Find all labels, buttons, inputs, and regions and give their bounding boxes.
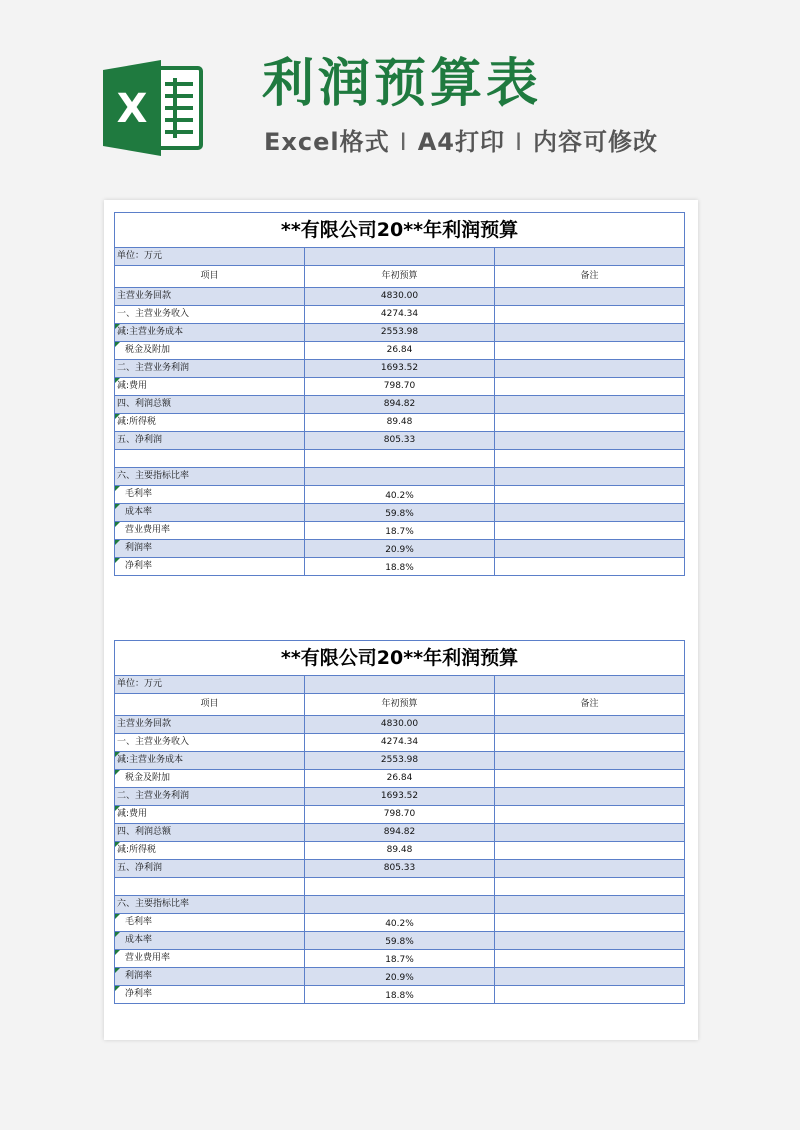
column-header-note[interactable]: 备注 <box>495 266 685 288</box>
row-item[interactable]: 六、主要指标比率 <box>115 896 305 914</box>
row-item[interactable]: 税金及附加 <box>115 342 305 360</box>
row-item[interactable]: 二、主营业务利润 <box>115 360 305 378</box>
table-row <box>115 950 685 968</box>
row-item[interactable]: 减:主营业务成本 <box>115 324 305 342</box>
row-value[interactable]: 59.8% <box>305 932 495 950</box>
empty-cell[interactable] <box>305 248 495 266</box>
row-item[interactable]: 四、利润总额 <box>115 396 305 414</box>
profit-budget-table <box>114 212 685 576</box>
row-item[interactable]: 毛利率 <box>115 486 305 504</box>
table-row <box>115 486 685 504</box>
row-value[interactable]: 18.8% <box>305 558 495 576</box>
row-note[interactable] <box>495 324 685 342</box>
row-note[interactable] <box>495 896 685 914</box>
logo-letter: X <box>116 86 148 132</box>
row-item[interactable] <box>115 450 305 468</box>
row-value[interactable] <box>305 896 495 914</box>
row-note[interactable] <box>495 540 685 558</box>
row-note[interactable] <box>495 860 685 878</box>
table-row <box>115 468 685 486</box>
table-row <box>115 914 685 932</box>
table-row <box>115 396 685 414</box>
row-note[interactable] <box>495 468 685 486</box>
row-value[interactable]: 89.48 <box>305 842 495 860</box>
document-page <box>104 200 698 1040</box>
column-header-row <box>115 694 685 716</box>
table-title: **有限公司20**年利润预算 <box>115 641 685 676</box>
row-item[interactable]: 一、主营业务收入 <box>115 306 305 324</box>
table-row <box>115 860 685 878</box>
row-item[interactable]: 减:主营业务成本 <box>115 752 305 770</box>
row-note[interactable] <box>495 504 685 522</box>
row-note[interactable] <box>495 288 685 306</box>
row-value[interactable]: 1693.52 <box>305 360 495 378</box>
row-note[interactable] <box>495 342 685 360</box>
subtitle-format: Excel格式 <box>264 128 390 156</box>
row-item[interactable]: 主营业务回款 <box>115 716 305 734</box>
table-row <box>115 414 685 432</box>
row-note[interactable] <box>495 396 685 414</box>
row-note[interactable] <box>495 360 685 378</box>
row-note[interactable] <box>495 878 685 896</box>
row-item[interactable]: 营业费用率 <box>115 522 305 540</box>
table-row <box>115 770 685 788</box>
table-row <box>115 824 685 842</box>
row-value[interactable]: 894.82 <box>305 824 495 842</box>
row-note[interactable] <box>495 378 685 396</box>
row-item[interactable]: 五、净利润 <box>115 432 305 450</box>
page-header <box>0 0 800 200</box>
table-row <box>115 522 685 540</box>
row-value[interactable]: 26.84 <box>305 770 495 788</box>
row-item[interactable]: 净利率 <box>115 558 305 576</box>
row-note[interactable] <box>495 914 685 932</box>
row-item[interactable]: 成本率 <box>115 504 305 522</box>
row-value[interactable]: 805.33 <box>305 432 495 450</box>
table-row <box>115 540 685 558</box>
row-item[interactable]: 成本率 <box>115 932 305 950</box>
row-item[interactable]: 税金及附加 <box>115 770 305 788</box>
subtitle-separator: I <box>399 128 408 156</box>
column-header-item[interactable]: 项目 <box>115 266 305 288</box>
row-note[interactable] <box>495 450 685 468</box>
row-note[interactable] <box>495 558 685 576</box>
subtitle-separator: I <box>514 128 524 156</box>
table-row <box>115 896 685 914</box>
table-row <box>115 288 685 306</box>
row-value[interactable]: 20.9% <box>305 540 495 558</box>
row-item[interactable]: 二、主营业务利润 <box>115 788 305 806</box>
column-header-row <box>115 266 685 288</box>
table-row <box>115 752 685 770</box>
row-note[interactable] <box>495 950 685 968</box>
row-value[interactable]: 894.82 <box>305 396 495 414</box>
table-row <box>115 806 685 824</box>
row-value[interactable]: 4274.34 <box>305 306 495 324</box>
row-value[interactable]: 89.48 <box>305 414 495 432</box>
unit-label[interactable]: 单位：万元 <box>115 248 305 266</box>
table-row <box>115 324 685 342</box>
row-note[interactable] <box>495 824 685 842</box>
row-item[interactable]: 营业费用率 <box>115 950 305 968</box>
empty-cell[interactable] <box>495 248 685 266</box>
column-header-budget[interactable]: 年初预算 <box>305 694 495 716</box>
row-value[interactable]: 18.7% <box>305 522 495 540</box>
row-item[interactable]: 减:费用 <box>115 806 305 824</box>
row-note[interactable] <box>495 806 685 824</box>
table-row <box>115 842 685 860</box>
row-item[interactable]: 主营业务回款 <box>115 288 305 306</box>
table-row <box>115 432 685 450</box>
row-note[interactable] <box>495 842 685 860</box>
row-value[interactable]: 4830.00 <box>305 288 495 306</box>
unit-label[interactable]: 单位：万元 <box>115 676 305 694</box>
row-value[interactable]: 798.70 <box>305 806 495 824</box>
empty-cell[interactable] <box>495 676 685 694</box>
table-row <box>115 932 685 950</box>
table-row <box>115 558 685 576</box>
table-row <box>115 968 685 986</box>
table-title-row <box>115 213 685 248</box>
row-note[interactable] <box>495 734 685 752</box>
empty-cell[interactable] <box>305 676 495 694</box>
row-value[interactable]: 2553.98 <box>305 324 495 342</box>
row-item[interactable]: 利润率 <box>115 968 305 986</box>
row-value[interactable]: 805.33 <box>305 860 495 878</box>
table-row <box>115 788 685 806</box>
row-item[interactable]: 四、利润总额 <box>115 824 305 842</box>
row-value[interactable] <box>305 450 495 468</box>
row-item[interactable]: 五、净利润 <box>115 860 305 878</box>
row-value[interactable]: 18.8% <box>305 986 495 1004</box>
row-note[interactable] <box>495 716 685 734</box>
table-title: **有限公司20**年利润预算 <box>115 213 685 248</box>
row-note[interactable] <box>495 788 685 806</box>
table-row <box>115 716 685 734</box>
row-note[interactable] <box>495 752 685 770</box>
unit-row <box>115 676 685 694</box>
table-row <box>115 986 685 1004</box>
row-item[interactable]: 净利率 <box>115 986 305 1004</box>
row-note[interactable] <box>495 486 685 504</box>
row-note[interactable] <box>495 306 685 324</box>
row-item[interactable]: 减:所得税 <box>115 414 305 432</box>
column-header-item[interactable]: 项目 <box>115 694 305 716</box>
row-item[interactable] <box>115 878 305 896</box>
table-row <box>115 306 685 324</box>
table-row <box>115 360 685 378</box>
excel-icon <box>103 60 205 156</box>
row-item[interactable]: 一、主营业务收入 <box>115 734 305 752</box>
page-subtitle <box>264 126 658 158</box>
table-row <box>115 342 685 360</box>
table-row <box>115 378 685 396</box>
row-value[interactable]: 4830.00 <box>305 716 495 734</box>
table-row <box>115 450 685 468</box>
table-row <box>115 734 685 752</box>
profit-budget-table <box>114 640 685 1004</box>
row-note[interactable] <box>495 968 685 986</box>
row-value[interactable]: 20.9% <box>305 968 495 986</box>
table-row <box>115 878 685 896</box>
subtitle-print: A4打印 <box>417 128 505 156</box>
row-note[interactable] <box>495 932 685 950</box>
row-item[interactable]: 减:费用 <box>115 378 305 396</box>
column-header-budget[interactable]: 年初预算 <box>305 266 495 288</box>
subtitle-editable: 内容可修改 <box>533 128 659 156</box>
row-value[interactable]: 4274.34 <box>305 734 495 752</box>
row-note[interactable] <box>495 432 685 450</box>
row-item[interactable]: 六、主要指标比率 <box>115 468 305 486</box>
column-header-note[interactable]: 备注 <box>495 694 685 716</box>
row-value[interactable]: 2553.98 <box>305 752 495 770</box>
row-value[interactable]: 26.84 <box>305 342 495 360</box>
row-note[interactable] <box>495 522 685 540</box>
row-item[interactable]: 利润率 <box>115 540 305 558</box>
row-item[interactable]: 毛利率 <box>115 914 305 932</box>
row-value[interactable]: 40.2% <box>305 486 495 504</box>
row-note[interactable] <box>495 770 685 788</box>
unit-row <box>115 248 685 266</box>
row-note[interactable] <box>495 414 685 432</box>
row-value[interactable]: 1693.52 <box>305 788 495 806</box>
page-title: 利润预算表 <box>262 54 543 114</box>
table-title-row <box>115 641 685 676</box>
row-item[interactable]: 减:所得税 <box>115 842 305 860</box>
row-value[interactable]: 798.70 <box>305 378 495 396</box>
row-note[interactable] <box>495 986 685 1004</box>
row-value[interactable]: 59.8% <box>305 504 495 522</box>
row-value[interactable]: 40.2% <box>305 914 495 932</box>
table-row <box>115 504 685 522</box>
row-value[interactable] <box>305 878 495 896</box>
row-value[interactable] <box>305 468 495 486</box>
row-value[interactable]: 18.7% <box>305 950 495 968</box>
